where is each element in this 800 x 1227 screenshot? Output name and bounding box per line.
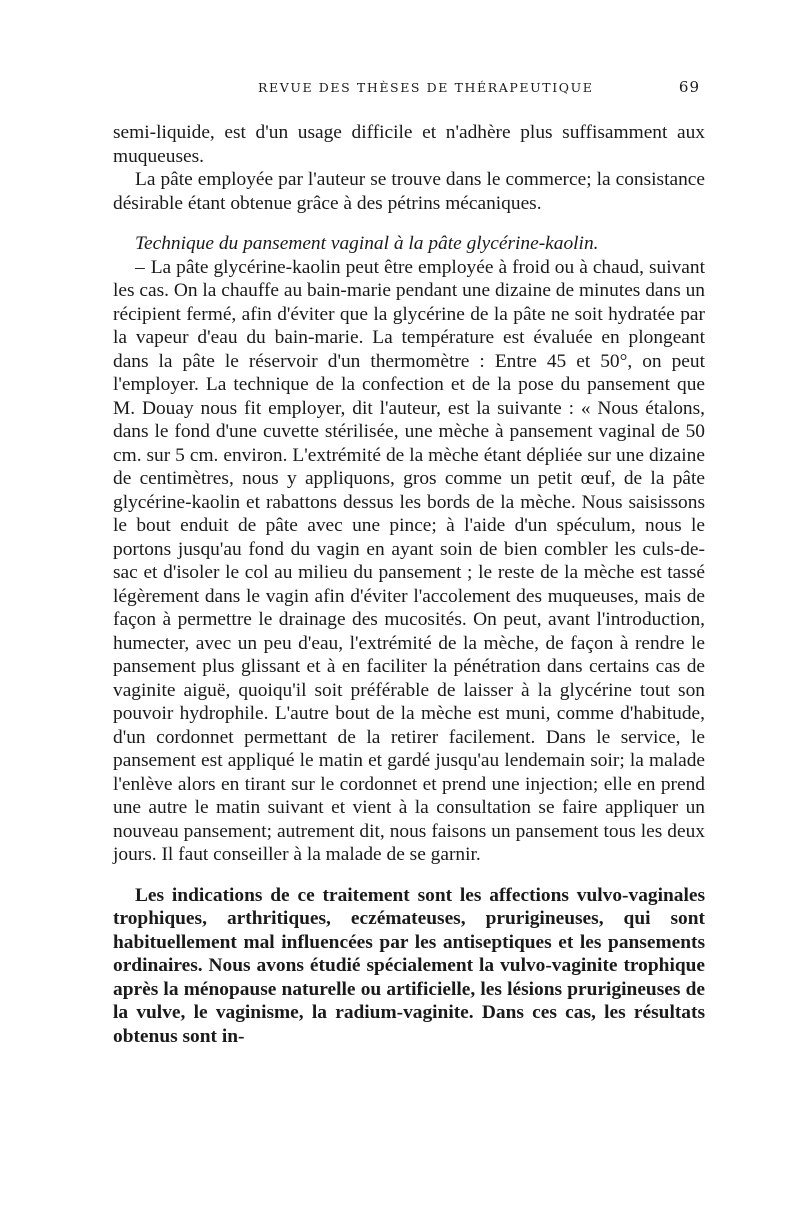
- paragraph-technique-text: La pâte glycérine-kaolin peut être employée à froid ou à chaud, suivant les cas. On la chauffe au bain-marie pendant une dizaine de minutes dans un récipient fermé, afin d'éviter que la glycérine de la pâte ne soit hydratée par la vapeur d'eau du bain-marie. La température est évaluée en plongeant dans la pâte le réservoir d'un thermomètre : Entre 45 et 50°, on peut l'employer. La technique de la confection et de la pose du pansement que M. Douay nous fit employer, dit l'auteur, est la suivante : « Nous étalons, dans le fond d'une cuvette stérilisée, une mèche à pansement vaginal de 50 cm. sur 5 cm. environ. L'extrémité de la mèche étant dépliée sur une dizaine de centimètres, nous y appliquons, gros comme un petit œuf, de la pâte glycérine-kaolin et rabattons dessus les bords de la mèche. Nous saisissons le bout enduit de pâte avec une pince; à l'aide d'un spéculum, nous le portons jusqu'au fond du vagin en ayant soin de bien combler les culs-de-sac et d'isoler le col au milieu du pansement ; le reste de la mèche est tassé légèrement dans le vagin afin d'éviter l'accolement des muqueuses, mais de façon à permettre le drainage des mucosités. On peut, avant l'introduction, humecter, avec un peu d'eau, l'extrémité de la mèche, de façon à rendre le pansement plus glissant et à en faciliter la pénétration dans certains cas de vaginite aiguë, quoiqu'il soit préférable de laisser à la glycérine tout son pouvoir hydrophile. L'autre bout de la mèche est muni, comme d'habitude, d'un cordonnet permettant de la retirer facilement. Dans le service, le pansement est appliqué le matin et gardé jusqu'au lendemain soir; la malade l'enlève alors en tirant sur le cordonnet et prend une injection; elle en prend une autre le matin suivant et vient à la consultation se faire appliquer un nouveau pansement; autrement dit, nous faisons un pansement tous les deux jours. Il faut conseiller à la malade de se garnir.: [113, 256, 705, 865]
- page-number: 69: [678, 78, 700, 96]
- paragraph-indications: [113, 884, 705, 1049]
- paragraph-paste-commerce: La pâte employée par l'auteur se trouve dans le commerce; la consistance désirable étant obtenue grâce à des pétrins mécaniques.: [113, 169, 705, 214]
- running-header-title: REVUE DES THÈSES DE THÉRAPEUTIQUE: [258, 80, 594, 95]
- paragraph-technique: [113, 256, 705, 867]
- section-title: Technique du pansement vaginal à la pâte glycérine-kaolin.: [135, 233, 599, 254]
- body-text: [113, 121, 705, 1048]
- paragraph-indications-end: Dans ces cas, les résultats obtenus sont in-: [113, 1002, 705, 1047]
- section-dash: –: [135, 256, 145, 278]
- paragraph-indications-text: Les indications de ce traitement sont les affections vulvo-vaginales trophiques, arthritiques, eczémateuses, prurigineuses, qui sont habituellement mal influencées par les antiseptiques et les pansements ordinaires. Nous avons étudié spécialement la vulvo-vaginite trophique après la ménopause naturelle ou artificielle, les lésions prurigineuses de la vulve, le vaginisme, la radium-vaginite.: [113, 884, 705, 1023]
- paragraph-continuation: semi-liquide, est d'un usage difficile et n'adhère plus suffisamment aux muqueuses.: [113, 122, 705, 167]
- section-heading: [113, 232, 705, 256]
